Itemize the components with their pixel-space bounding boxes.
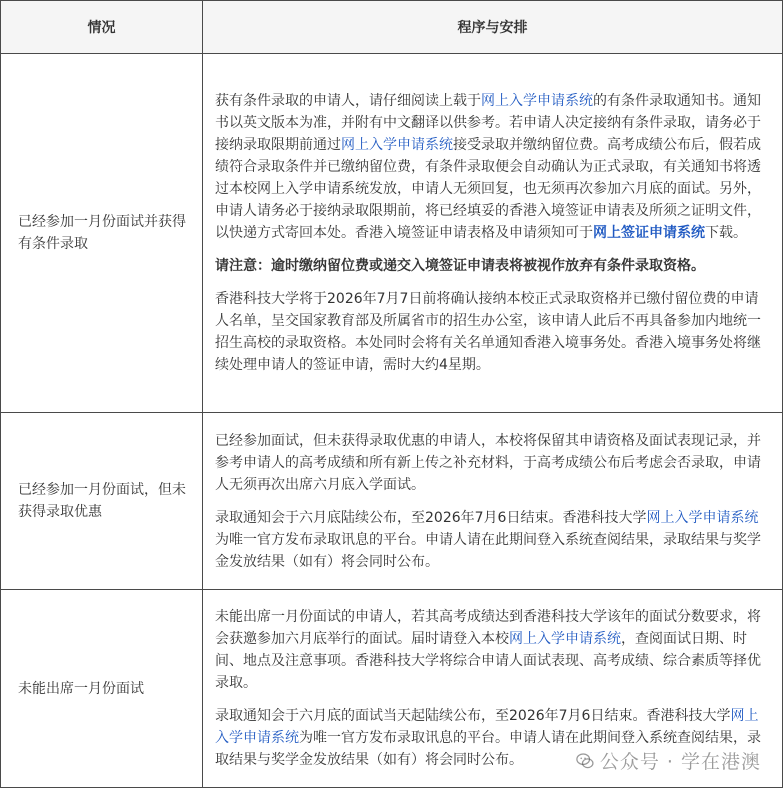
paragraph — [215, 90, 768, 244]
text-segment: 录取通知会于六月底的面试当天起陆续公布，至2026年7月6日结束。香港科技大学 — [215, 708, 731, 724]
text-segment: 的有条件录取通知书。通知书以英文版本为准，并附有中文翻译以供参考。若申请人决定接纳有条件录取，请务必于接纳录取限期前通过 — [215, 93, 761, 153]
arrangement-cell — [203, 54, 783, 413]
table-header-row — [1, 1, 783, 54]
online-application-link[interactable]: 网上入学申请系统 — [509, 631, 621, 647]
online-application-link[interactable]: 网上入学申请系统 — [215, 708, 759, 746]
text-segment: 为唯一官方发布录取讯息的平台。申请人请在此期间登入系统查阅结果，录取结果与奖学金发放结果（如有）将会同时公布。 — [215, 730, 761, 768]
text-segment: 未能出席一月份面试的申请人，若其高考成绩达到香港科技大学该年的面试分数要求，将会获邀参加六月底举行的面试。届时请登入本校 — [215, 609, 761, 647]
situation-cell: 已经参加一月份面试，但未获得录取优惠 — [1, 413, 203, 590]
arrangement-cell — [203, 413, 783, 590]
paragraph: 已经参加面试，但未获得录取优惠的申请人，本校将保留其申请资格及面试表现记录，并参考申请人的高考成绩和所有新上传之补充材料，于高考成绩公布后考虑会否录取，申请人无须再次出席六月底入学面试。 — [215, 432, 761, 493]
table-row — [1, 413, 783, 590]
text-segment: 获有条件录取的申请人，请仔细阅读上载于 — [215, 93, 481, 109]
online-application-link[interactable]: 网上入学申请系统 — [481, 93, 593, 109]
paragraph — [215, 507, 768, 573]
situation-cell: 已经参加一月份面试并获得有条件录取 — [1, 54, 203, 413]
text-segment: 录取通知会于六月底陆续公布，至2026年7月6日结束。香港科技大学 — [215, 509, 647, 526]
text-segment: 接受录取并缴纳留位费。高考成绩公布后，假若成绩符合录取条件并已缴纳留位费，有条件录取便会自动确认为正式录取，有关通知书将透过本校网上入学申请系统发放，申请人无须回复，也无须再次参加六月底的面试。另外，申请人请务必于接纳录取限期前，将已经填妥的香港入境签证申请表及所须之证明文件，以快递方式寄回本处。香港入境签证申请表格及申请须知可于 — [215, 137, 761, 241]
paragraph — [215, 606, 768, 694]
text-segment: ，查阅面试日期、时间、地点及注意事项。香港科技大学将综合申请人面试表现、高考成绩、综合素质等择优录取。 — [215, 631, 761, 691]
watermark-text: 公众号 · 学在港澳 — [599, 751, 761, 773]
text-segment: 下载。 — [705, 225, 747, 241]
header-procedure: 程序与安排 — [203, 1, 783, 54]
text-segment: 为唯一官方发布录取讯息的平台。申请人请在此期间登入系统查阅结果，录取结果与奖学金发放结果（如有）将会同时公布。 — [215, 531, 761, 570]
online-application-link[interactable]: 网上入学申请系统 — [646, 509, 759, 526]
watermark — [576, 747, 761, 774]
online-visa-link[interactable]: 网上签证申请系统 — [593, 225, 705, 241]
notice-paragraph: 请注意：逾时缴纳留位费或递交入境签证申请表将被视作放弃有条件录取资格。 — [215, 258, 705, 274]
wechat-icon — [576, 752, 594, 770]
header-situation: 情况 — [1, 1, 203, 54]
situation-cell: 未能出席一月份面试 — [1, 590, 203, 788]
table-row — [1, 54, 783, 413]
paragraph: 香港科技大学将于2026年7月7日前将确认接纳本校正式录取资格并已缴付留位费的申请人名单，呈交国家教育部及所属省市的招生办公室，该申请人此后不再具备参加内地统一招生高校的录取资格。本处同时会将有关名单通知香港入境事务处。香港入境事务处将继续处理申请人的签证申请，需时大约4星期。 — [215, 291, 761, 373]
online-application-link[interactable]: 网上入学申请系统 — [341, 137, 453, 153]
